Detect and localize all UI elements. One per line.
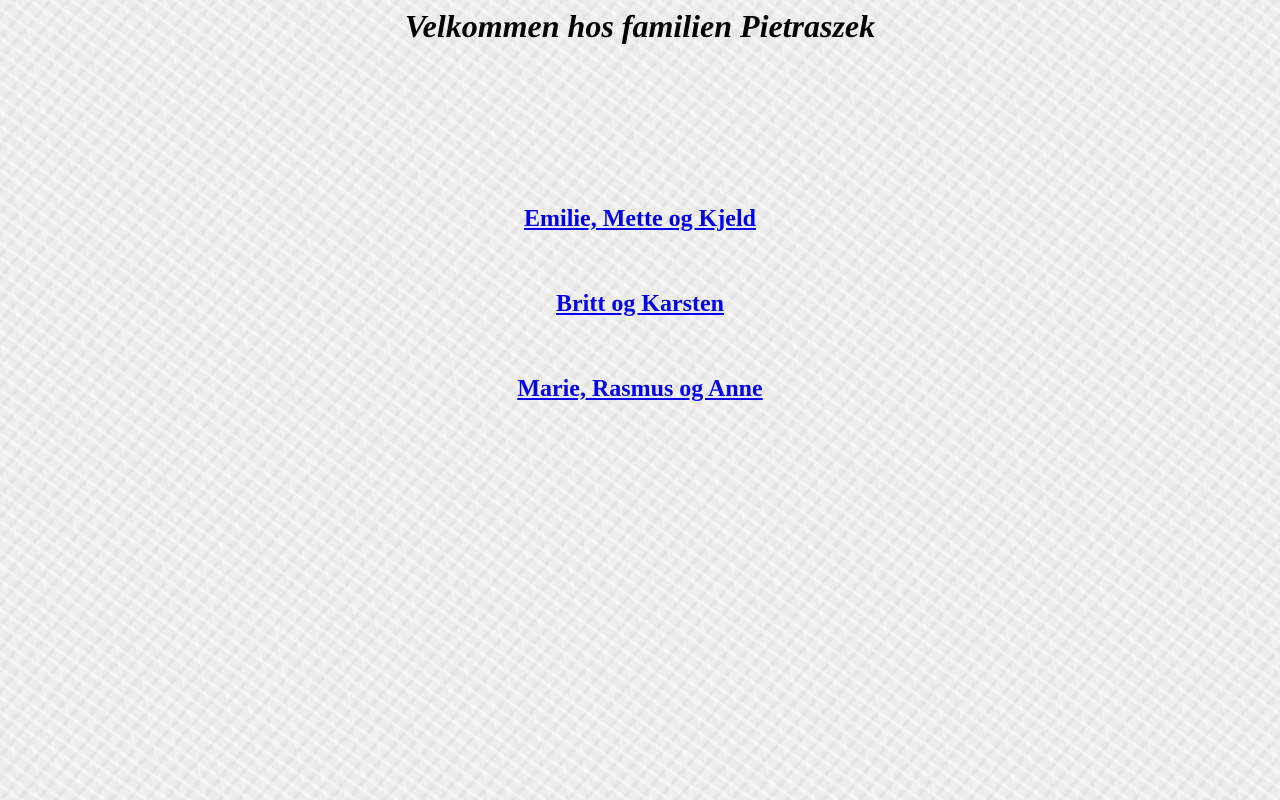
family-link-item	[0, 374, 1280, 404]
page-title: Velkommen hos familien Pietraszek	[404, 8, 876, 44]
link-marie-rasmus-anne[interactable]: Marie, Rasmus og Anne	[517, 376, 763, 402]
family-link-item	[0, 204, 1280, 234]
link-britt-karsten[interactable]: Britt og Karsten	[556, 291, 724, 317]
family-link-item	[0, 289, 1280, 319]
link-emilie-mette-kjeld[interactable]: Emilie, Mette og Kjeld	[524, 206, 756, 232]
